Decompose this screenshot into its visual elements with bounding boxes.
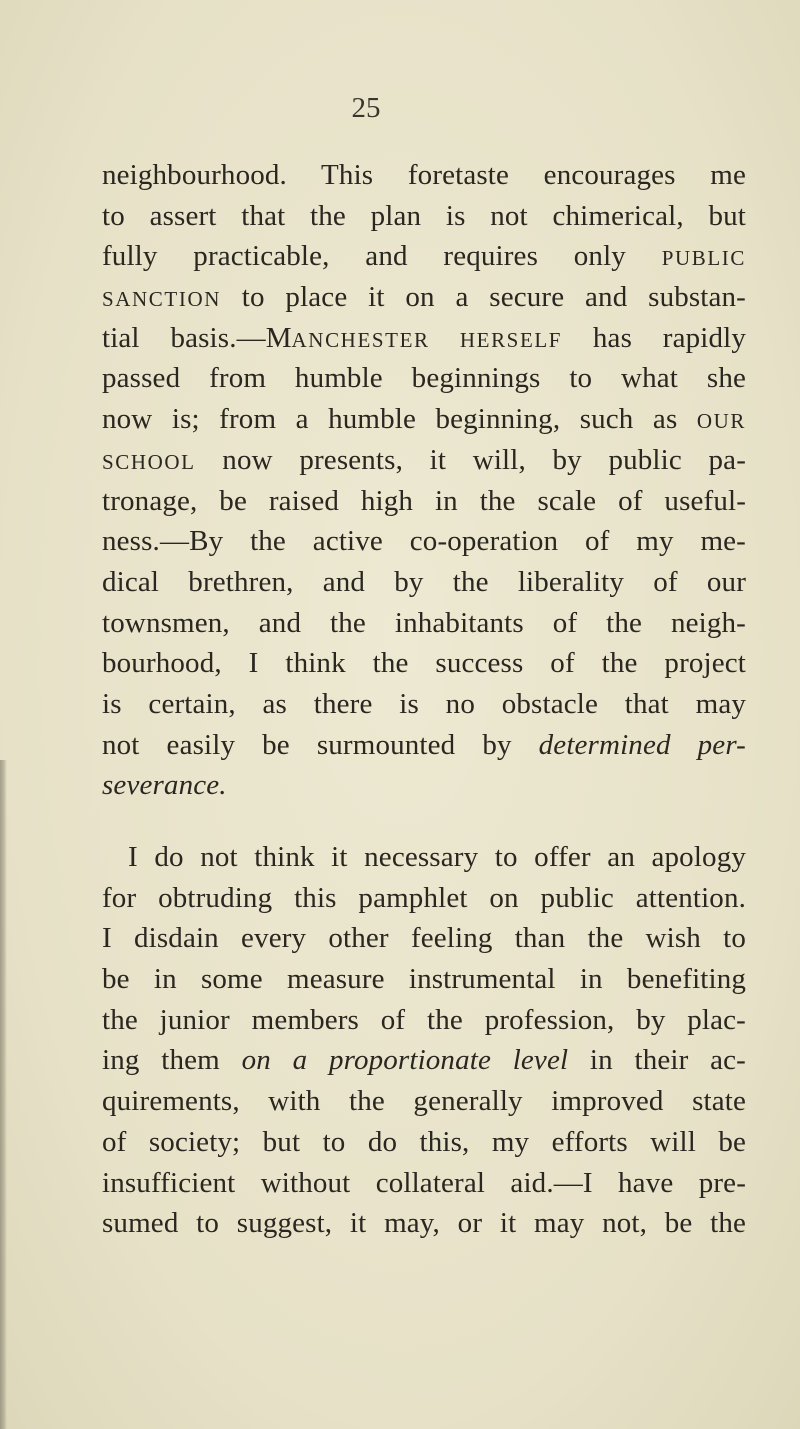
small-caps-text: SANCTION bbox=[102, 287, 221, 312]
text-line: neighbourhood. This foretaste encourages me bbox=[102, 159, 746, 191]
text-line: SANCTION to place it on a secure and substan- bbox=[102, 281, 746, 314]
text-line: be in some measure instrumental in benefiting bbox=[102, 963, 746, 996]
small-caps-text: OUR bbox=[696, 409, 746, 434]
text-line: not easily be surmounted by determined per- bbox=[102, 728, 746, 761]
text-line: townsmen, and the inhabitants of the neigh- bbox=[102, 606, 746, 639]
text-line: I do not think it necessary to offer an apology bbox=[128, 841, 746, 873]
paragraph-gap bbox=[102, 806, 746, 837]
text-line: dical brethren, and by the liberality of our bbox=[102, 565, 746, 598]
text-line: passed from humble beginnings to what she bbox=[102, 362, 746, 395]
text-line: now is; from a humble beginning, such as OUR bbox=[102, 403, 746, 436]
text-line: of society; but to do this, my efforts will be bbox=[102, 1125, 746, 1158]
small-caps-text: PUBLIC bbox=[661, 246, 746, 271]
text-line: SCHOOL now presents, it will, by public pa- bbox=[102, 443, 746, 476]
italic-text: determined per- bbox=[538, 728, 746, 761]
small-caps-initial: M bbox=[265, 321, 292, 354]
text-line: to assert that the plan is not chimerical, but bbox=[102, 199, 746, 232]
page-edge-shadow bbox=[0, 760, 7, 1429]
small-caps-text: ANCHESTER HERSELF bbox=[291, 327, 563, 352]
text-line: fully practicable, and requires only PUBLIC bbox=[102, 240, 746, 273]
italic-text: on a proportionate level bbox=[241, 1044, 569, 1077]
small-caps-text: SCHOOL bbox=[102, 449, 196, 474]
text-line bbox=[102, 765, 746, 806]
text-line: ness.—By the active co-operation of my me- bbox=[102, 525, 746, 558]
text-line: is certain, as there is no obstacle that may bbox=[102, 687, 746, 720]
text-line: ing them on a proportionate level in their ac- bbox=[102, 1044, 746, 1077]
text-line: sumed to suggest, it may, or it may not, be the bbox=[102, 1207, 746, 1240]
text-line: tronage, be raised high in the scale of useful- bbox=[102, 484, 746, 517]
text-line: quirements, with the generally improved state bbox=[102, 1085, 746, 1118]
text-line: I disdain every other feeling than the wish to bbox=[102, 922, 746, 955]
text-line: insufficient without collateral aid.—I have pre- bbox=[102, 1166, 746, 1199]
text-line: for obtruding this pamphlet on public attention. bbox=[102, 881, 746, 914]
text-line: the junior members of the profession, by plac- bbox=[102, 1003, 746, 1036]
body-text bbox=[102, 155, 746, 1244]
page-number: 25 bbox=[351, 92, 381, 124]
text-line: tial basis.—MANCHESTER HERSELF has rapidly bbox=[102, 321, 746, 354]
italic-text: severance. bbox=[102, 769, 227, 802]
text-line: bourhood, I think the success of the project bbox=[102, 647, 746, 680]
